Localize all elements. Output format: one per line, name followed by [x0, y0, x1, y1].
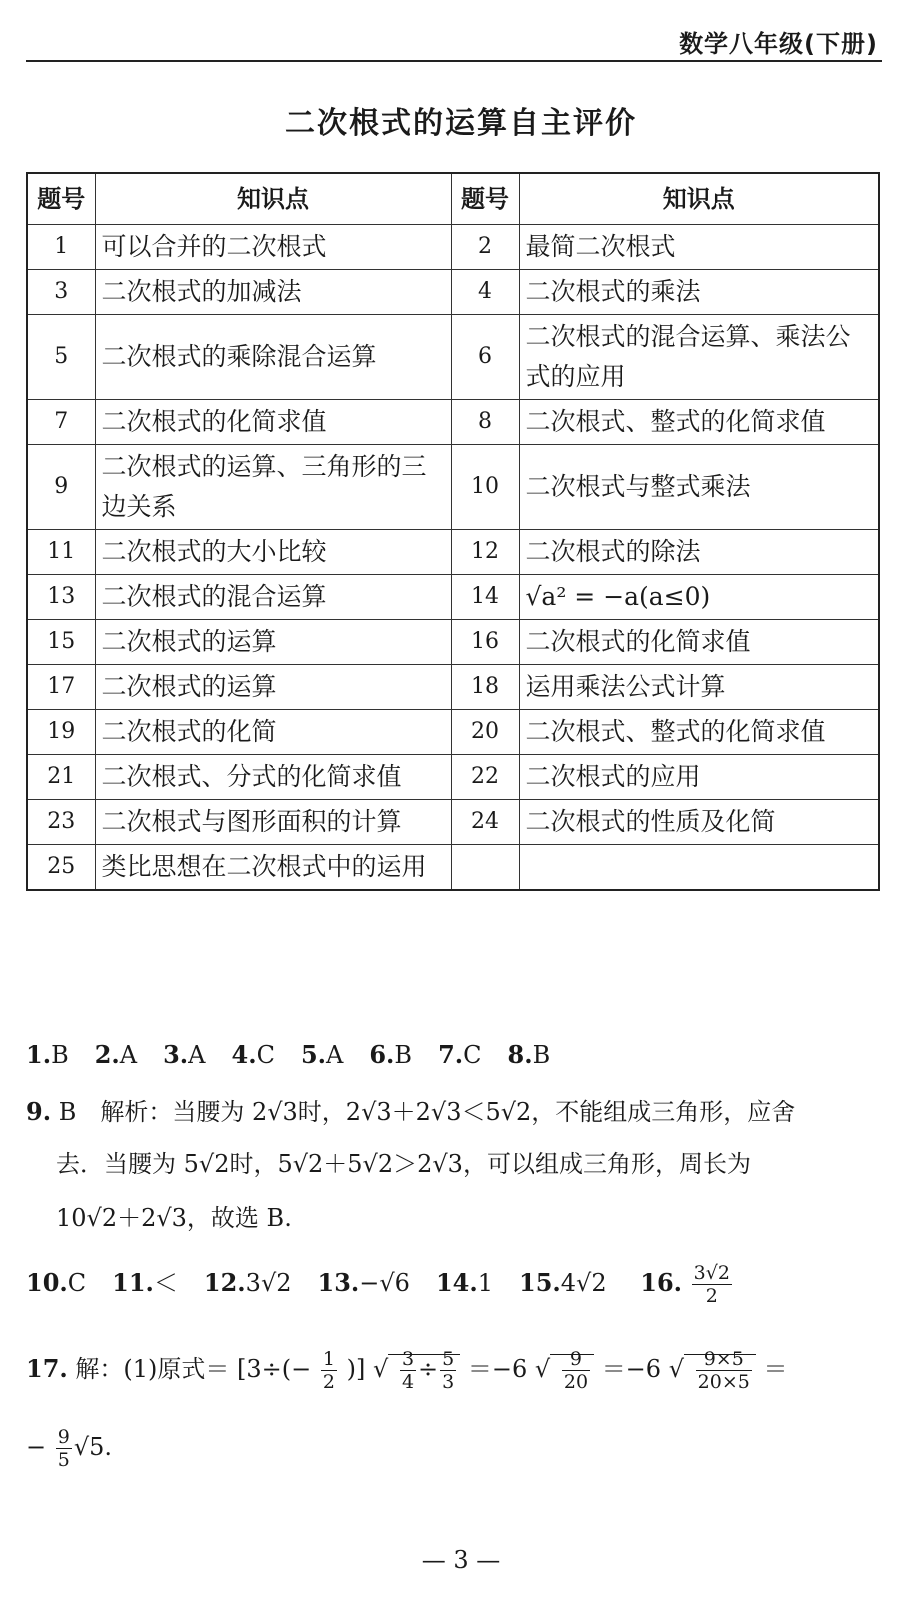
row-topic: 运用乘法公式计算: [519, 665, 879, 710]
answer-item: [204, 1269, 292, 1297]
row-topic: 二次根式的加减法: [95, 270, 451, 315]
col-header-number: 题号: [27, 173, 95, 225]
row-number: 24: [451, 800, 519, 845]
radical: √ $\frac{3}{4}$ ÷ $\frac{5}{3}$: [373, 1348, 460, 1393]
question-number: 1.: [26, 1040, 52, 1069]
fraction: [440, 1348, 456, 1393]
fraction: [562, 1348, 590, 1393]
expression-part: ＝−6: [601, 1355, 662, 1383]
table-row: [27, 575, 879, 620]
operator: ÷: [418, 1355, 439, 1383]
row-number: 6: [451, 315, 519, 400]
row-number: 10: [451, 445, 519, 530]
table-row: [27, 755, 879, 800]
radical: √ $\frac{9}{20}$: [535, 1348, 594, 1393]
row-topic: 二次根式的乘法: [519, 270, 879, 315]
answer-item: [519, 1269, 607, 1297]
radical: √ $\frac{9\times 5}{20\times 5}$: [669, 1348, 756, 1393]
question-number: 12.: [203, 1268, 246, 1297]
fraction: [56, 1426, 72, 1471]
question-number: 16.: [640, 1268, 683, 1297]
answers-10-to-16: [26, 1262, 734, 1307]
row-topic: 二次根式的混合运算、乘法公式的应用: [519, 315, 879, 400]
row-topic: 二次根式的混合运算: [95, 575, 451, 620]
fraction-numerator: 1: [322, 1348, 335, 1370]
expression-part: ＝−6: [467, 1355, 528, 1383]
answer-value: B: [532, 1041, 551, 1069]
answer-item: [508, 1041, 551, 1069]
row-number: 19: [27, 710, 95, 755]
row-number: 20: [451, 710, 519, 755]
row-topic: 二次根式的运算: [95, 665, 451, 710]
table-row: [27, 620, 879, 665]
fraction-numerator: 5: [442, 1348, 455, 1370]
row-topic: √a² = −a(a≤0): [519, 575, 879, 620]
answer-item: [301, 1041, 343, 1069]
row-topic: 可以合并的二次根式: [95, 225, 451, 270]
row-number: 8: [451, 400, 519, 445]
row-number: 12: [451, 530, 519, 575]
question-number: 2.: [94, 1040, 120, 1069]
row-topic: 二次根式的化简求值: [95, 400, 451, 445]
row-topic: 二次根式的化简求值: [519, 620, 879, 665]
table-row: [27, 665, 879, 710]
question-number: 9.: [26, 1097, 52, 1126]
col-header-topic: 知识点: [519, 173, 879, 225]
question-number: 11.: [112, 1268, 154, 1297]
answer-17-intro: 解：(1)原式＝: [75, 1355, 230, 1383]
row-topic: 类比思想在二次根式中的运用: [95, 845, 451, 891]
answer-value: 1: [477, 1269, 493, 1297]
table-row: [27, 710, 879, 755]
answer-9-text-c: 10√2＋2√3，故选 B.: [56, 1204, 292, 1232]
row-number: 9: [27, 445, 95, 530]
row-topic: 二次根式、整式的化简求值: [519, 710, 879, 755]
answer-item: [95, 1041, 137, 1069]
table-body: [27, 225, 879, 891]
row-topic: 二次根式的应用: [519, 755, 879, 800]
question-number: 8.: [507, 1040, 533, 1069]
row-number: 23: [27, 800, 95, 845]
row-number: 13: [27, 575, 95, 620]
fraction-denominator: 20×5: [697, 1371, 750, 1393]
row-topic: 二次根式、分式的化简求值: [95, 755, 451, 800]
col-header-number: 题号: [451, 173, 519, 225]
question-number: 14.: [435, 1268, 478, 1297]
row-number: 2: [451, 225, 519, 270]
answer-value: ＜: [153, 1269, 178, 1297]
fraction-numerator: 3: [401, 1348, 415, 1370]
table-row: [27, 270, 879, 315]
answer-item: [318, 1269, 410, 1297]
answer-value: A: [188, 1041, 206, 1069]
question-number: 6.: [369, 1040, 395, 1069]
answers-10-to-15: [26, 1269, 633, 1297]
answer-item: [369, 1041, 412, 1069]
row-number: 15: [27, 620, 95, 665]
answer-value: A: [119, 1041, 138, 1069]
row-number: 11: [27, 530, 95, 575]
table-row: [27, 400, 879, 445]
row-topic: 二次根式与图形面积的计算: [95, 800, 451, 845]
question-number: 5.: [300, 1040, 327, 1069]
row-number: [451, 845, 519, 891]
answer-item: [436, 1269, 493, 1297]
row-number: 3: [27, 270, 95, 315]
answer-value: −√6: [359, 1269, 410, 1297]
answer-17-line-a: [26, 1348, 787, 1393]
table-row: [27, 845, 879, 891]
answer-9-text-a: B 解析：当腰为 2√3时，2√3＋2√3＜5√2，不能组成三角形，应舍: [58, 1098, 796, 1126]
fraction-denominator: 5: [57, 1449, 70, 1471]
answer-17-line-b: [26, 1426, 112, 1471]
expression-part: )]: [346, 1355, 366, 1383]
expression-part: √5.: [73, 1433, 113, 1461]
evaluation-table: [26, 172, 880, 891]
row-number: 4: [451, 270, 519, 315]
fraction: [321, 1348, 337, 1393]
header-title: 数学八年级(下册): [679, 30, 878, 58]
row-topic: 二次根式的运算: [95, 620, 451, 665]
table-row: [27, 315, 879, 400]
answer-item: [232, 1041, 275, 1069]
question-number: 17.: [26, 1354, 68, 1383]
answer-16-fraction: [692, 1262, 732, 1307]
answer-item: [438, 1041, 481, 1069]
answer-value: C: [256, 1041, 275, 1069]
page-title: 二次根式的运算自主评价: [285, 106, 637, 141]
answer-9-text-b: 去．当腰为 5√2时，5√2＋5√2＞2√3，可以组成三角形，周长为: [56, 1150, 751, 1178]
expression-part: [3÷(−: [237, 1355, 312, 1383]
operator: −: [26, 1433, 47, 1461]
expression-part: ＝: [763, 1355, 788, 1383]
row-number: 14: [451, 575, 519, 620]
answer-value: 3√2: [245, 1269, 292, 1297]
row-topic: 二次根式、整式的化简求值: [519, 400, 879, 445]
answer-value: B: [394, 1041, 413, 1069]
row-number: 1: [27, 225, 95, 270]
question-number: 3.: [163, 1040, 189, 1069]
table-row: [27, 530, 879, 575]
row-number: 25: [27, 845, 95, 891]
col-header-topic: 知识点: [95, 173, 451, 225]
table-row: [27, 225, 879, 270]
row-number: 5: [27, 315, 95, 400]
row-number: 18: [451, 665, 519, 710]
row-topic: 二次根式的运算、三角形的三边关系: [95, 445, 451, 530]
answer-item: [163, 1041, 205, 1069]
fraction-denominator: 3: [442, 1371, 455, 1393]
row-number: 16: [451, 620, 519, 665]
fraction-denominator: 2: [322, 1371, 335, 1393]
fraction-denominator: 2: [705, 1285, 718, 1307]
answer-value: C: [67, 1269, 87, 1297]
row-topic: 二次根式与整式乘法: [519, 445, 879, 530]
row-topic: [519, 845, 879, 891]
fraction-numerator: 3√2: [693, 1262, 730, 1284]
fraction-numerator: 9: [562, 1348, 590, 1371]
fraction-numerator: 9: [57, 1426, 70, 1448]
answer-value: B: [51, 1041, 69, 1069]
answer-item: [112, 1269, 178, 1297]
row-topic: 二次根式的除法: [519, 530, 879, 575]
answer-item: [26, 1041, 69, 1069]
answers-1-to-8: [26, 1040, 576, 1069]
table-header-row: [27, 173, 879, 225]
fraction: [696, 1348, 752, 1393]
answer-value: 4√2: [560, 1269, 607, 1297]
question-number: 13.: [317, 1268, 360, 1297]
question-number: 15.: [519, 1268, 561, 1297]
row-number: 21: [27, 755, 95, 800]
fraction-denominator: 4: [401, 1371, 415, 1393]
row-number: 22: [451, 755, 519, 800]
question-number: 10.: [26, 1268, 68, 1297]
row-topic: 二次根式的大小比较: [95, 530, 451, 575]
row-topic: 二次根式的化简: [95, 710, 451, 755]
page-number: — 3 —: [421, 1546, 501, 1574]
fraction: [400, 1348, 416, 1393]
answer-9-line-a: [26, 1092, 795, 1127]
answer-value: A: [326, 1041, 344, 1069]
question-number: 4.: [231, 1040, 257, 1069]
question-number: 7.: [438, 1040, 464, 1069]
row-number: 17: [27, 665, 95, 710]
fraction-numerator: 9×5: [696, 1348, 752, 1371]
row-number: 7: [27, 400, 95, 445]
row-topic: 最简二次根式: [519, 225, 879, 270]
table-row: [27, 800, 879, 845]
row-topic: 二次根式的性质及化简: [519, 800, 879, 845]
page-header: [26, 16, 882, 62]
answer-item: [26, 1269, 86, 1297]
answer-value: C: [463, 1041, 482, 1069]
row-topic: 二次根式的乘除混合运算: [95, 315, 451, 400]
table-row: [27, 445, 879, 530]
fraction-denominator: 20: [563, 1371, 589, 1393]
